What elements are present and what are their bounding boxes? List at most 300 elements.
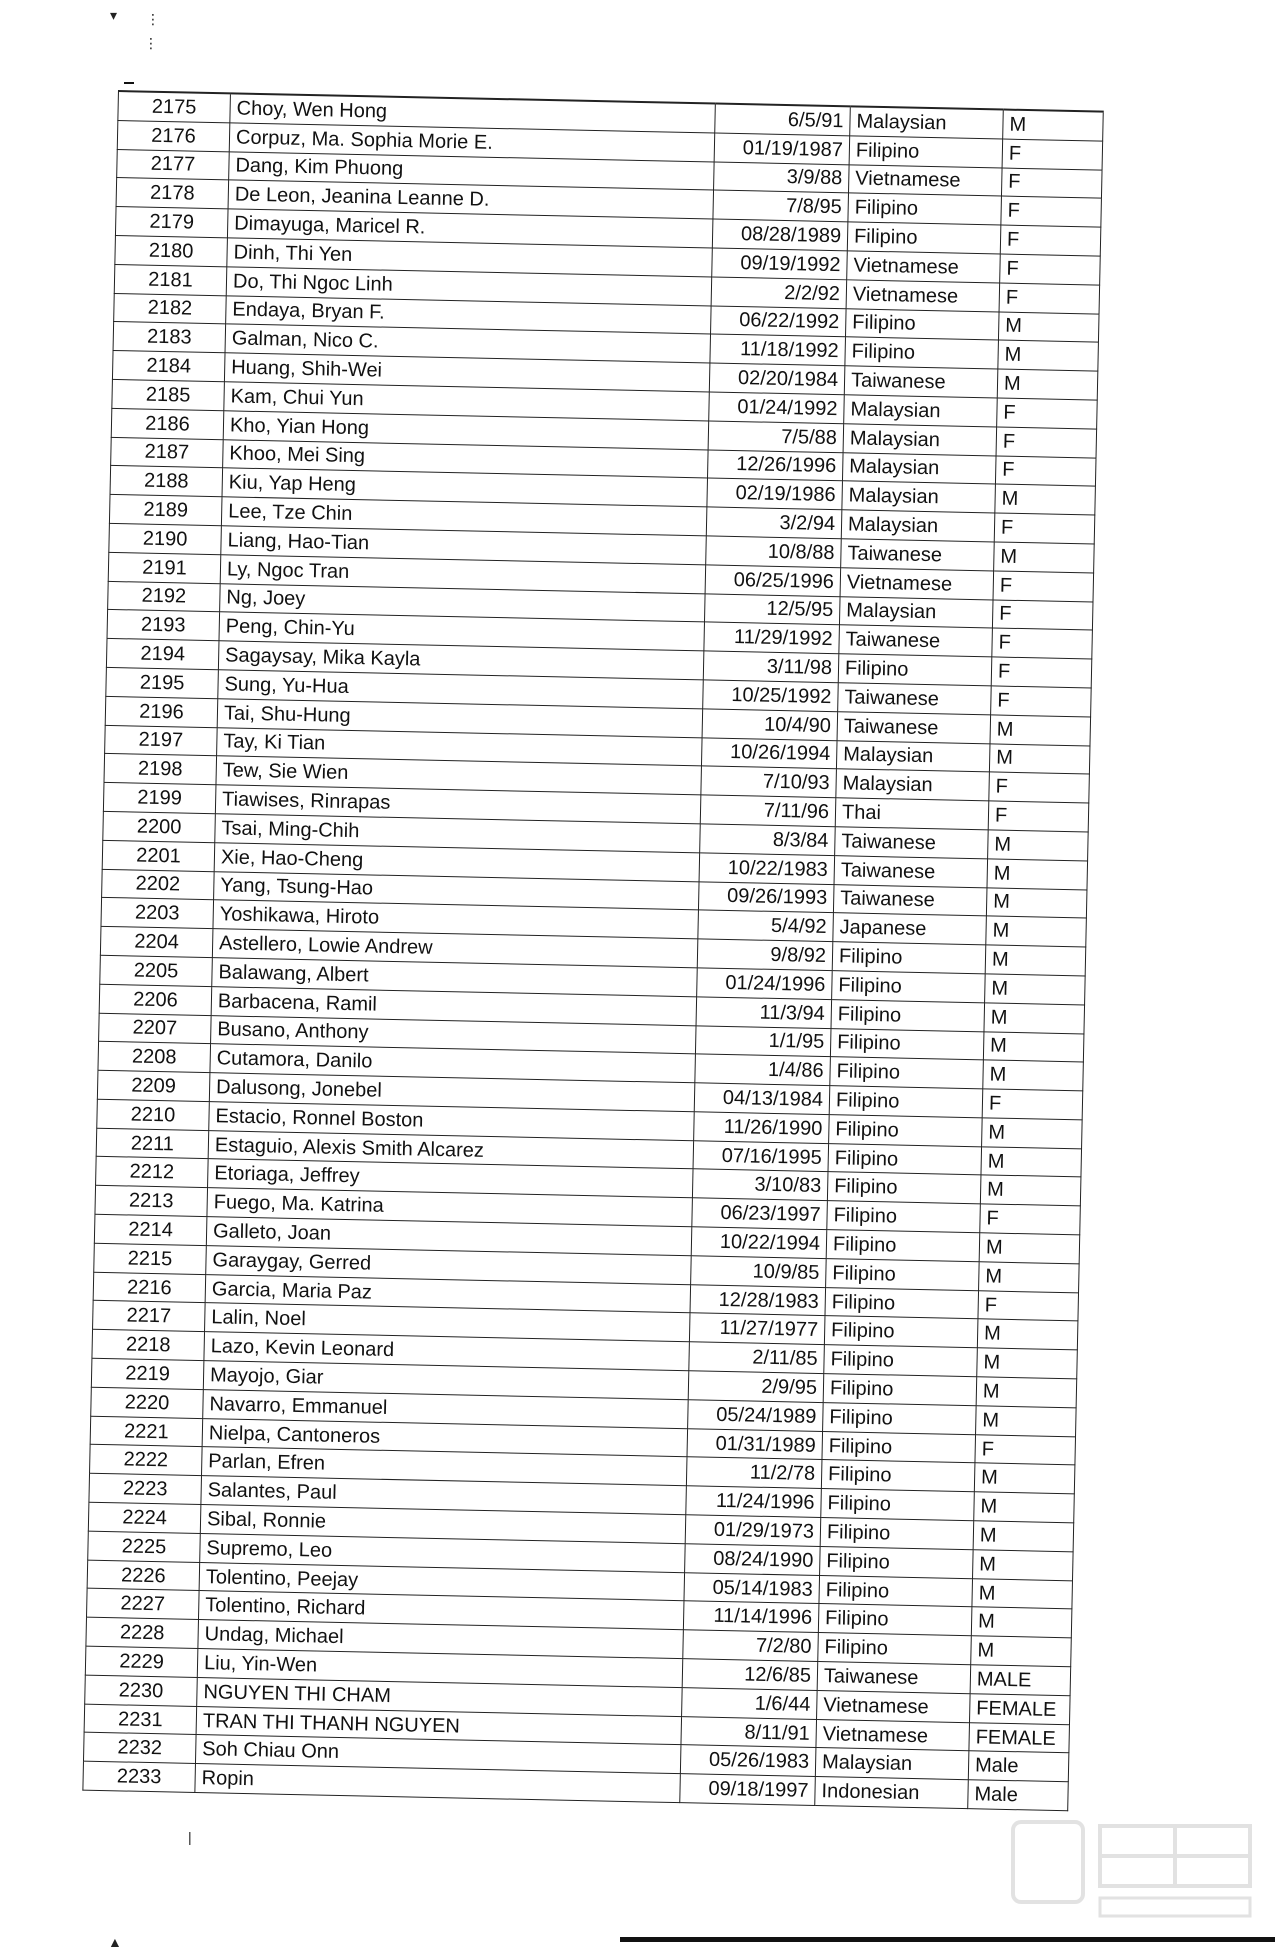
- cell-dob: 01/29/1973: [685, 1515, 821, 1547]
- cell-id: 2232: [83, 1733, 196, 1764]
- cell-nationality: Filipino: [845, 308, 999, 340]
- cell-dob: 6/5/91: [715, 104, 851, 136]
- cell-id: 2205: [100, 955, 213, 986]
- cell-name: Cutamora, Danilo: [210, 1044, 695, 1083]
- cell-name: Yang, Tsung-Hao: [214, 871, 699, 910]
- cell-dob: 8/3/84: [700, 824, 836, 856]
- cell-id: 2185: [112, 379, 225, 410]
- cell-nationality: Malaysian: [843, 424, 997, 456]
- cell-nationality: Filipino: [823, 1402, 977, 1434]
- cell-sex: M: [984, 1003, 1085, 1034]
- cell-sex: F: [994, 513, 1095, 544]
- cell-id: 2224: [88, 1502, 201, 1533]
- cell-name: Etoriaga, Jeffrey: [208, 1159, 693, 1198]
- cell-id: 2213: [95, 1186, 208, 1217]
- cell-name: Tew, Sie Wien: [216, 756, 701, 795]
- scan-mark: |: [188, 1829, 192, 1845]
- cell-id: 2182: [114, 293, 227, 324]
- cell-sex: F: [995, 456, 1096, 487]
- cell-name: Ly, Ngoc Tran: [220, 555, 705, 594]
- cell-dob: 01/31/1989: [687, 1428, 823, 1460]
- cell-nationality: Filipino: [823, 1374, 977, 1406]
- cell-dob: 3/2/94: [706, 507, 842, 539]
- cell-id: 2186: [111, 408, 224, 439]
- cell-sex: Male: [968, 1780, 1069, 1811]
- cell-name: Ropin: [195, 1764, 680, 1803]
- cell-name: Parlan, Efren: [201, 1447, 686, 1486]
- cell-sex: F: [996, 427, 1097, 458]
- cell-dob: 12/5/95: [704, 593, 840, 625]
- cell-name: Galleto, Joan: [206, 1217, 691, 1256]
- cell-dob: 11/29/1992: [704, 622, 840, 654]
- cell-dob: 7/2/80: [683, 1630, 819, 1662]
- cell-nationality: Filipino: [824, 1345, 978, 1377]
- cell-dob: 01/24/1992: [709, 392, 845, 424]
- cell-name: Salantes, Paul: [201, 1476, 686, 1515]
- cell-nationality: Japanese: [833, 913, 987, 945]
- cell-sex: F: [997, 398, 1098, 429]
- cell-name: Kam, Chui Yun: [224, 382, 709, 421]
- cell-id: 2208: [98, 1042, 211, 1073]
- cell-name: Peng, Chin-Yu: [219, 612, 704, 651]
- cell-nationality: Malaysian: [844, 395, 998, 427]
- cell-id: 2215: [94, 1243, 207, 1274]
- cell-sex: F: [1001, 196, 1102, 227]
- cell-nationality: Filipino: [826, 1258, 980, 1290]
- cell-id: 2183: [113, 322, 226, 353]
- cell-name: Sung, Yu-Hua: [218, 670, 703, 709]
- cell-nationality: Filipino: [827, 1201, 981, 1233]
- cell-nationality: Taiwanese: [837, 711, 991, 743]
- cell-nationality: Taiwanese: [841, 539, 995, 571]
- cell-nationality: Filipino: [848, 193, 1002, 225]
- cell-dob: 8/11/91: [681, 1716, 817, 1748]
- cell-nationality: Malaysian: [842, 481, 996, 513]
- cell-dob: 12/6/85: [682, 1659, 818, 1691]
- cell-dob: 09/18/1997: [680, 1774, 816, 1806]
- cell-dob: 2/2/92: [711, 277, 847, 309]
- cell-name: Yoshikawa, Hiroto: [213, 900, 698, 939]
- cell-nationality: Filipino: [828, 1143, 982, 1175]
- cell-name: Tolentino, Peejay: [199, 1562, 684, 1601]
- cell-sex: M: [971, 1636, 1072, 1667]
- cell-id: 2196: [105, 696, 218, 727]
- cell-name: Ng, Joey: [220, 583, 705, 622]
- cell-sex: M: [971, 1607, 1072, 1638]
- cell-sex: M: [995, 484, 1096, 515]
- cell-nationality: Filipino: [827, 1172, 981, 1204]
- cell-dob: 7/5/88: [708, 421, 844, 453]
- cell-name: Tai, Shu-Hung: [217, 698, 702, 737]
- cell-id: 2202: [102, 869, 215, 900]
- cell-dob: 3/9/88: [714, 162, 850, 194]
- cell-nationality: Vietnamese: [816, 1719, 970, 1751]
- cell-nationality: Filipino: [845, 337, 999, 369]
- cell-dob: 3/11/98: [703, 651, 839, 683]
- cell-sex: M: [1003, 110, 1104, 141]
- cell-sex: M: [990, 715, 1091, 746]
- cell-sex: M: [994, 542, 1095, 573]
- cell-id: 2227: [87, 1589, 200, 1620]
- scan-mark: ⋮: [146, 11, 160, 27]
- cell-name: Barbacena, Ramil: [211, 986, 696, 1025]
- cell-id: 2229: [85, 1646, 198, 1677]
- cell-id: 2226: [87, 1560, 200, 1591]
- cell-name: Xie, Hao-Cheng: [214, 842, 699, 881]
- cell-nationality: Filipino: [821, 1489, 975, 1521]
- cell-name: Corpuz, Ma. Sophia Morie E.: [229, 123, 714, 162]
- cell-sex: F: [988, 801, 1089, 832]
- cell-dob: 02/20/1984: [709, 363, 845, 395]
- cell-nationality: Vietnamese: [817, 1690, 971, 1722]
- cell-name: Tsai, Ming-Chih: [215, 814, 700, 853]
- cell-id: 2179: [115, 207, 228, 238]
- cell-name: Garcia, Maria Paz: [205, 1274, 690, 1313]
- cell-name: Undag, Michael: [198, 1620, 683, 1659]
- cell-id: 2201: [102, 840, 215, 871]
- cell-sex: M: [976, 1377, 1077, 1408]
- cell-id: 2178: [116, 178, 229, 209]
- cell-nationality: Malaysian: [836, 740, 990, 772]
- cell-name: Huang, Shih-Wei: [224, 353, 709, 392]
- cell-dob: 01/19/1987: [714, 133, 850, 165]
- cell-name: Fuego, Ma. Katrina: [207, 1188, 692, 1227]
- cell-id: 2189: [109, 495, 222, 526]
- cell-dob: 1/1/95: [695, 1025, 831, 1057]
- cell-sex: M: [980, 1175, 1081, 1206]
- cell-nationality: Taiwanese: [817, 1662, 971, 1694]
- cell-name: Tay, Ki Tian: [217, 727, 702, 766]
- cell-dob: 09/26/1993: [698, 881, 834, 913]
- cell-dob: 10/25/1992: [703, 680, 839, 712]
- cell-sex: F: [992, 599, 1093, 630]
- cell-sex: FEMALE: [969, 1722, 1070, 1753]
- cell-id: 2193: [107, 610, 220, 641]
- cell-id: 2228: [86, 1617, 199, 1648]
- cell-name: De Leon, Jeanina Leanne D.: [228, 180, 713, 219]
- cell-id: 2212: [96, 1157, 209, 1188]
- cell-nationality: Filipino: [829, 1115, 983, 1147]
- cell-nationality: Filipino: [821, 1460, 975, 1492]
- cell-id: 2219: [91, 1358, 204, 1389]
- cell-dob: 09/19/1992: [712, 248, 848, 280]
- cell-nationality: Filipino: [818, 1633, 972, 1665]
- cell-sex: M: [982, 1118, 1083, 1149]
- cell-nationality: Filipino: [829, 1086, 983, 1118]
- cell-dob: 1/6/44: [682, 1687, 818, 1719]
- cell-id: 2188: [110, 466, 223, 497]
- cell-id: 2190: [109, 523, 222, 554]
- cell-nationality: Taiwanese: [834, 855, 988, 887]
- cell-dob: 10/26/1994: [701, 737, 837, 769]
- cell-id: 2176: [117, 120, 230, 151]
- cell-id: 2220: [91, 1387, 204, 1418]
- cell-id: 2198: [104, 754, 217, 785]
- cell-dob: 10/9/85: [691, 1256, 827, 1288]
- cell-name: Sibal, Ronnie: [200, 1505, 685, 1544]
- watermark-logo: [1005, 1812, 1265, 1932]
- cell-nationality: Malaysian: [836, 769, 990, 801]
- cell-id: 2181: [114, 264, 227, 295]
- cell-sex: FEMALE: [970, 1694, 1071, 1725]
- cell-id: 2214: [94, 1214, 207, 1245]
- cell-dob: 11/3/94: [696, 997, 832, 1029]
- cell-name: Estacio, Ronnel Boston: [209, 1102, 694, 1141]
- cell-id: 2206: [99, 984, 212, 1015]
- cell-sex: Male: [968, 1751, 1069, 1782]
- scan-rule: [620, 1937, 1275, 1942]
- cell-dob: 06/22/1992: [711, 306, 847, 338]
- cell-id: 2216: [93, 1272, 206, 1303]
- cell-nationality: Thai: [835, 798, 989, 830]
- cell-name: Mayojo, Giar: [203, 1361, 688, 1400]
- scan-rule: [124, 82, 134, 84]
- cell-dob: 04/13/1984: [694, 1083, 830, 1115]
- cell-name: Lazo, Kevin Leonard: [204, 1332, 689, 1371]
- cell-dob: 02/19/1986: [707, 478, 843, 510]
- cell-nationality: Filipino: [830, 1028, 984, 1060]
- cell-name: Astellero, Lowie Andrew: [212, 929, 697, 968]
- cell-sex: M: [974, 1492, 1075, 1523]
- cell-id: 2207: [99, 1013, 212, 1044]
- cell-nationality: Malaysian: [815, 1748, 969, 1780]
- cell-nationality: Malaysian: [839, 596, 993, 628]
- cell-name: Garaygay, Gerred: [206, 1245, 691, 1284]
- cell-dob: 05/26/1983: [680, 1745, 816, 1777]
- cell-sex: M: [977, 1319, 1078, 1350]
- cell-nationality: Filipino: [826, 1230, 980, 1262]
- cell-name: Liang, Hao-Tian: [221, 526, 706, 565]
- cell-name: TRAN THI THANH NGUYEN: [196, 1706, 681, 1745]
- cell-nationality: Taiwanese: [839, 625, 993, 657]
- cell-dob: 2/11/85: [689, 1342, 825, 1374]
- cell-sex: F: [992, 628, 1093, 659]
- cell-nationality: Filipino: [849, 136, 1003, 168]
- cell-name: Liu, Yin-Wen: [197, 1649, 682, 1688]
- cell-dob: 11/24/1996: [686, 1486, 822, 1518]
- cell-dob: 11/2/78: [686, 1457, 822, 1489]
- roster-table-body: [83, 91, 1103, 1811]
- cell-name: Sagaysay, Mika Kayla: [218, 641, 703, 680]
- cell-name: Kho, Yian Hong: [223, 411, 708, 450]
- cell-sex: F: [1000, 254, 1101, 285]
- cell-sex: MALE: [970, 1665, 1071, 1696]
- cell-id: 2192: [108, 581, 221, 612]
- cell-name: Soh Chiau Onn: [195, 1735, 680, 1774]
- scan-mark: ▲: [108, 1934, 122, 1950]
- cell-name: Kiu, Yap Heng: [222, 468, 707, 507]
- cell-dob: 10/4/90: [702, 709, 838, 741]
- cell-dob: 3/10/83: [692, 1169, 828, 1201]
- cell-nationality: Vietnamese: [840, 567, 994, 599]
- cell-sex: M: [979, 1262, 1080, 1293]
- cell-nationality: Filipino: [832, 971, 986, 1003]
- cell-dob: 05/24/1989: [688, 1400, 824, 1432]
- cell-nationality: Taiwanese: [838, 683, 992, 715]
- cell-dob: 9/8/92: [697, 939, 833, 971]
- cell-dob: 06/25/1996: [705, 565, 841, 597]
- cell-id: 2231: [84, 1704, 197, 1735]
- cell-id: 2230: [85, 1675, 198, 1706]
- cell-nationality: Filipino: [820, 1518, 974, 1550]
- cell-nationality: Filipino: [830, 1057, 984, 1089]
- cell-id: 2211: [96, 1128, 209, 1159]
- scan-mark: ⋮: [144, 35, 158, 51]
- cell-nationality: Malaysian: [850, 106, 1004, 138]
- cell-id: 2177: [117, 149, 230, 180]
- cell-id: 2195: [106, 667, 219, 698]
- roster-table: [82, 90, 1103, 1811]
- cell-dob: 10/22/1994: [691, 1227, 827, 1259]
- cell-sex: M: [986, 916, 1087, 947]
- cell-sex: F: [1001, 168, 1102, 199]
- cell-id: 2197: [105, 725, 218, 756]
- cell-sex: F: [999, 283, 1100, 314]
- cell-id: 2221: [90, 1416, 203, 1447]
- cell-dob: 11/14/1996: [683, 1601, 819, 1633]
- cell-name: Lalin, Noel: [205, 1303, 690, 1342]
- cell-name: Tolentino, Richard: [198, 1591, 683, 1630]
- cell-name: Nielpa, Cantoneros: [202, 1418, 687, 1457]
- cell-dob: 10/8/88: [706, 536, 842, 568]
- cell-sex: M: [985, 945, 1086, 976]
- cell-id: 2199: [103, 782, 216, 813]
- cell-name: Dang, Kim Phuong: [229, 151, 714, 190]
- cell-nationality: Filipino: [847, 222, 1001, 254]
- cell-sex: M: [988, 830, 1089, 861]
- cell-dob: 08/24/1990: [685, 1544, 821, 1576]
- cell-nationality: Taiwanese: [844, 366, 998, 398]
- cell-dob: 12/28/1983: [690, 1284, 826, 1316]
- cell-name: Supremo, Leo: [200, 1533, 685, 1572]
- cell-sex: M: [981, 1147, 1082, 1178]
- cell-sex: M: [983, 1060, 1084, 1091]
- cell-dob: 11/27/1977: [689, 1313, 825, 1345]
- cell-id: 2200: [103, 811, 216, 842]
- cell-sex: M: [983, 1031, 1084, 1062]
- cell-nationality: Filipino: [825, 1287, 979, 1319]
- cell-nationality: Vietnamese: [847, 251, 1001, 283]
- cell-nationality: Filipino: [824, 1316, 978, 1348]
- cell-name: Balawang, Albert: [212, 958, 697, 997]
- cell-nationality: Filipino: [832, 942, 986, 974]
- cell-sex: M: [986, 887, 1087, 918]
- cell-id: 2204: [100, 926, 213, 957]
- cell-dob: 7/8/95: [713, 190, 849, 222]
- cell-dob: 7/10/93: [701, 766, 837, 798]
- cell-sex: M: [974, 1463, 1075, 1494]
- cell-dob: 05/14/1983: [684, 1572, 820, 1604]
- scan-mark: ▾: [110, 7, 118, 23]
- cell-id: 2217: [93, 1301, 206, 1332]
- cell-dob: 01/24/1996: [697, 968, 833, 1000]
- cell-nationality: Filipino: [831, 999, 985, 1031]
- cell-dob: 7/11/96: [700, 795, 836, 827]
- cell-name: Navarro, Emmanuel: [203, 1389, 688, 1428]
- cell-sex: M: [985, 974, 1086, 1005]
- cell-sex: F: [991, 657, 1092, 688]
- cell-id: 2218: [92, 1330, 205, 1361]
- cell-id: 2210: [97, 1099, 210, 1130]
- cell-name: Do, Thi Ngoc Linh: [226, 267, 711, 306]
- cell-nationality: Malaysian: [841, 510, 995, 542]
- cell-name: Dimayuga, Maricel R.: [227, 209, 712, 248]
- cell-sex: M: [987, 859, 1088, 890]
- cell-name: Choy, Wen Hong: [230, 93, 716, 132]
- cell-name: Dalusong, Jonebel: [209, 1073, 694, 1112]
- cell-dob: 11/26/1990: [694, 1112, 830, 1144]
- cell-sex: M: [973, 1550, 1074, 1581]
- cell-id: 2191: [108, 552, 221, 583]
- cell-dob: 5/4/92: [698, 910, 834, 942]
- cell-sex: M: [998, 340, 1099, 371]
- cell-name: Galman, Nico C.: [225, 324, 710, 363]
- cell-sex: M: [989, 743, 1090, 774]
- cell-id: 2223: [89, 1473, 202, 1504]
- cell-id: 2194: [106, 639, 219, 670]
- cell-nationality: Filipino: [819, 1575, 973, 1607]
- cell-sex: M: [998, 312, 1099, 343]
- cell-dob: 2/9/95: [688, 1371, 824, 1403]
- cell-dob: 10/22/1983: [699, 853, 835, 885]
- cell-sex: M: [973, 1521, 1074, 1552]
- cell-id: 2225: [88, 1531, 201, 1562]
- cell-id: 2187: [111, 437, 224, 468]
- cell-dob: 08/28/1989: [712, 219, 848, 251]
- cell-dob: 06/23/1997: [692, 1198, 828, 1230]
- roster-table-container: [82, 90, 1103, 1811]
- cell-nationality: Indonesian: [815, 1777, 969, 1809]
- cell-dob: 1/4/86: [695, 1054, 831, 1086]
- cell-name: Busano, Anthony: [211, 1015, 696, 1054]
- cell-nationality: Filipino: [838, 654, 992, 686]
- cell-id: 2222: [90, 1445, 203, 1476]
- cell-name: Tiawises, Rinrapas: [215, 785, 700, 824]
- cell-nationality: Filipino: [822, 1431, 976, 1463]
- cell-name: Estaguio, Alexis Smith Alcarez: [208, 1130, 693, 1169]
- cell-nationality: Filipino: [818, 1604, 972, 1636]
- cell-sex: M: [976, 1406, 1077, 1437]
- cell-name: NGUYEN THI CHAM: [197, 1677, 682, 1716]
- cell-sex: F: [989, 772, 1090, 803]
- cell-sex: M: [977, 1348, 1078, 1379]
- cell-name: Khoo, Mei Sing: [223, 439, 708, 478]
- cell-id: 2180: [115, 235, 228, 266]
- cell-id: 2233: [83, 1761, 196, 1792]
- cell-id: 2209: [97, 1070, 210, 1101]
- cell-sex: F: [975, 1434, 1076, 1465]
- cell-name: Dinh, Thi Yen: [227, 238, 712, 277]
- cell-sex: F: [980, 1204, 1081, 1235]
- cell-sex: F: [982, 1089, 1083, 1120]
- cell-sex: F: [978, 1290, 1079, 1321]
- cell-sex: F: [991, 686, 1092, 717]
- cell-nationality: Taiwanese: [835, 827, 989, 859]
- cell-id: 2184: [112, 351, 225, 382]
- cell-name: Lee, Tze Chin: [221, 497, 706, 536]
- cell-dob: 12/26/1996: [707, 449, 843, 481]
- cell-nationality: Malaysian: [842, 452, 996, 484]
- cell-id: 2175: [118, 91, 231, 123]
- cell-id: 2203: [101, 898, 214, 929]
- cell-sex: M: [972, 1578, 1073, 1609]
- cell-dob: 11/18/1992: [710, 334, 846, 366]
- cell-sex: F: [1002, 139, 1103, 170]
- cell-dob: 07/16/1995: [693, 1140, 829, 1172]
- cell-sex: F: [1000, 225, 1101, 256]
- cell-nationality: Filipino: [820, 1546, 974, 1578]
- cell-sex: M: [997, 369, 1098, 400]
